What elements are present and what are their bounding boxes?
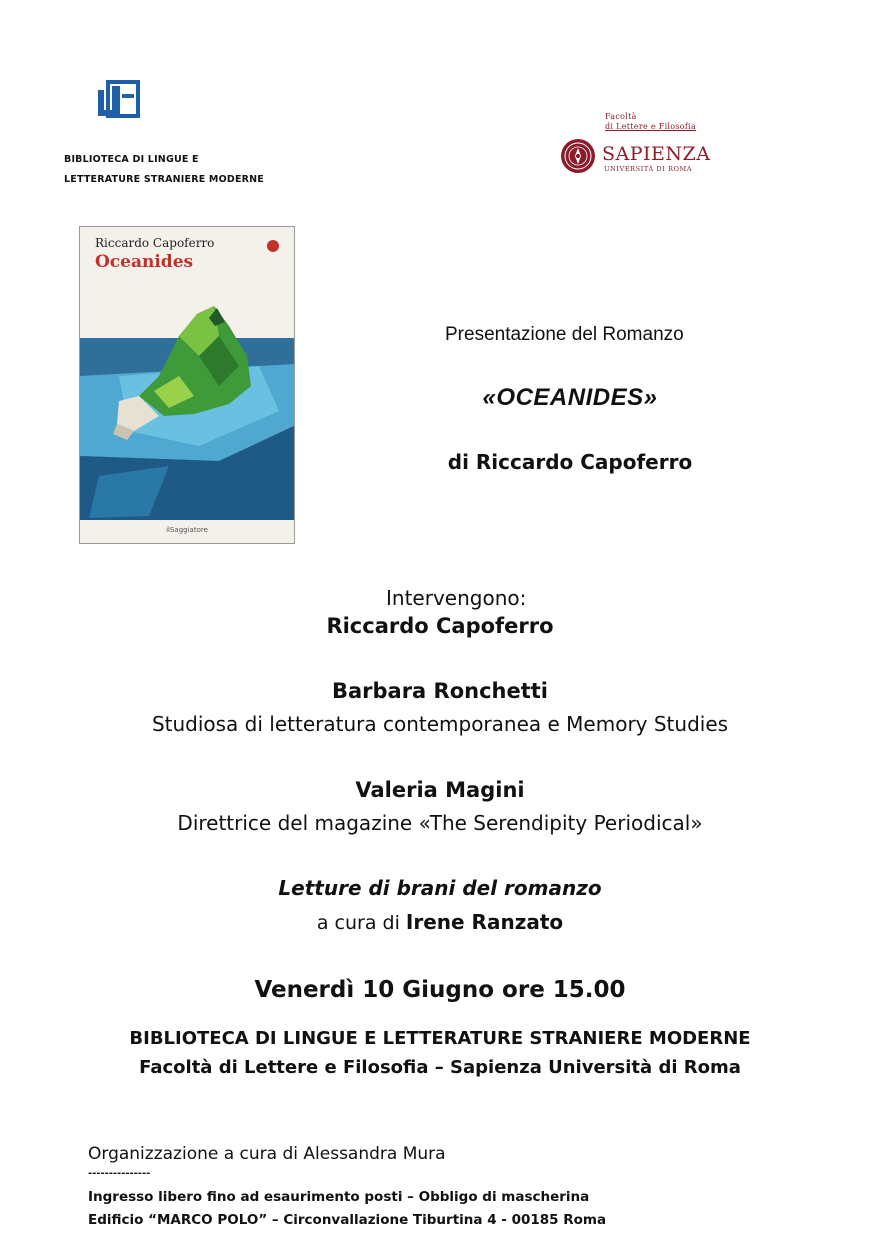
footer-separator: --------------- (88, 1168, 151, 1179)
venue-line-2: Facoltà di Lettere e Filosofia – Sapienza Università di Roma (139, 1057, 741, 1078)
speaker-2-role: Studiosa di letteratura contemporanea e Memory Studies (151, 712, 729, 736)
event-date: Venerdì 10 Giugno ore 15.00 (254, 977, 626, 1003)
readings-title: Letture di brani del romanzo (278, 876, 602, 900)
cover-author: Riccardo Capoferro (95, 236, 215, 250)
library-name-line2: LETTERATURE STRANIERE MODERNE (64, 174, 264, 185)
book-title: «OCEANIDES» (482, 384, 658, 411)
address-info: Edificio “MARCO POLO” – Circonvallazione Tiburtina 4 - 00185 Roma (88, 1212, 607, 1228)
library-logo (96, 80, 142, 118)
university-subtitle: UNIVERSITÀ DI ROMA (604, 165, 693, 173)
book-cover (79, 226, 295, 544)
speaker-3-name: Valeria Magini (355, 778, 525, 802)
speaker-3-role: Direttrice del magazine «The Serendipity Periodical» (177, 811, 703, 835)
readings-credit (0, 910, 880, 934)
author-line: di Riccardo Capoferro (447, 450, 693, 474)
sapienza-seal-icon (560, 138, 596, 174)
readings-credit-name: Irene Ranzato (405, 910, 564, 934)
readings-credit-prefix: a cura di (316, 912, 400, 934)
university-name: SAPIENZA (602, 143, 711, 165)
venue-line-1: BIBLIOTECA DI LINGUE E LETTERATURE STRANIERE MODERNE (129, 1028, 751, 1049)
cover-title: Oceanides (95, 252, 194, 272)
organizer: Organizzazione a cura di Alessandra Mura (88, 1144, 446, 1164)
cover-publisher: ilSaggiatore (166, 526, 208, 534)
faculty-line1: Facoltà (605, 112, 637, 121)
library-name-line1: BIBLIOTECA DI LINGUE E (64, 154, 199, 165)
library-name (64, 150, 264, 190)
speaker-1-name: Riccardo Capoferro (326, 614, 554, 638)
faculty-label (605, 112, 696, 132)
book-cover-art (79, 226, 295, 544)
presentation-intro: Presentazione del Romanzo (445, 324, 684, 345)
speakers-label: Intervengono: (386, 586, 527, 610)
speaker-2-name: Barbara Ronchetti (331, 679, 549, 703)
entry-info: Ingresso libero fino ad esaurimento posti – Obbligo di mascherina (88, 1189, 590, 1205)
publisher-logo-icon (267, 240, 279, 252)
faculty-line2: di Lettere e Filosofia (605, 122, 697, 131)
